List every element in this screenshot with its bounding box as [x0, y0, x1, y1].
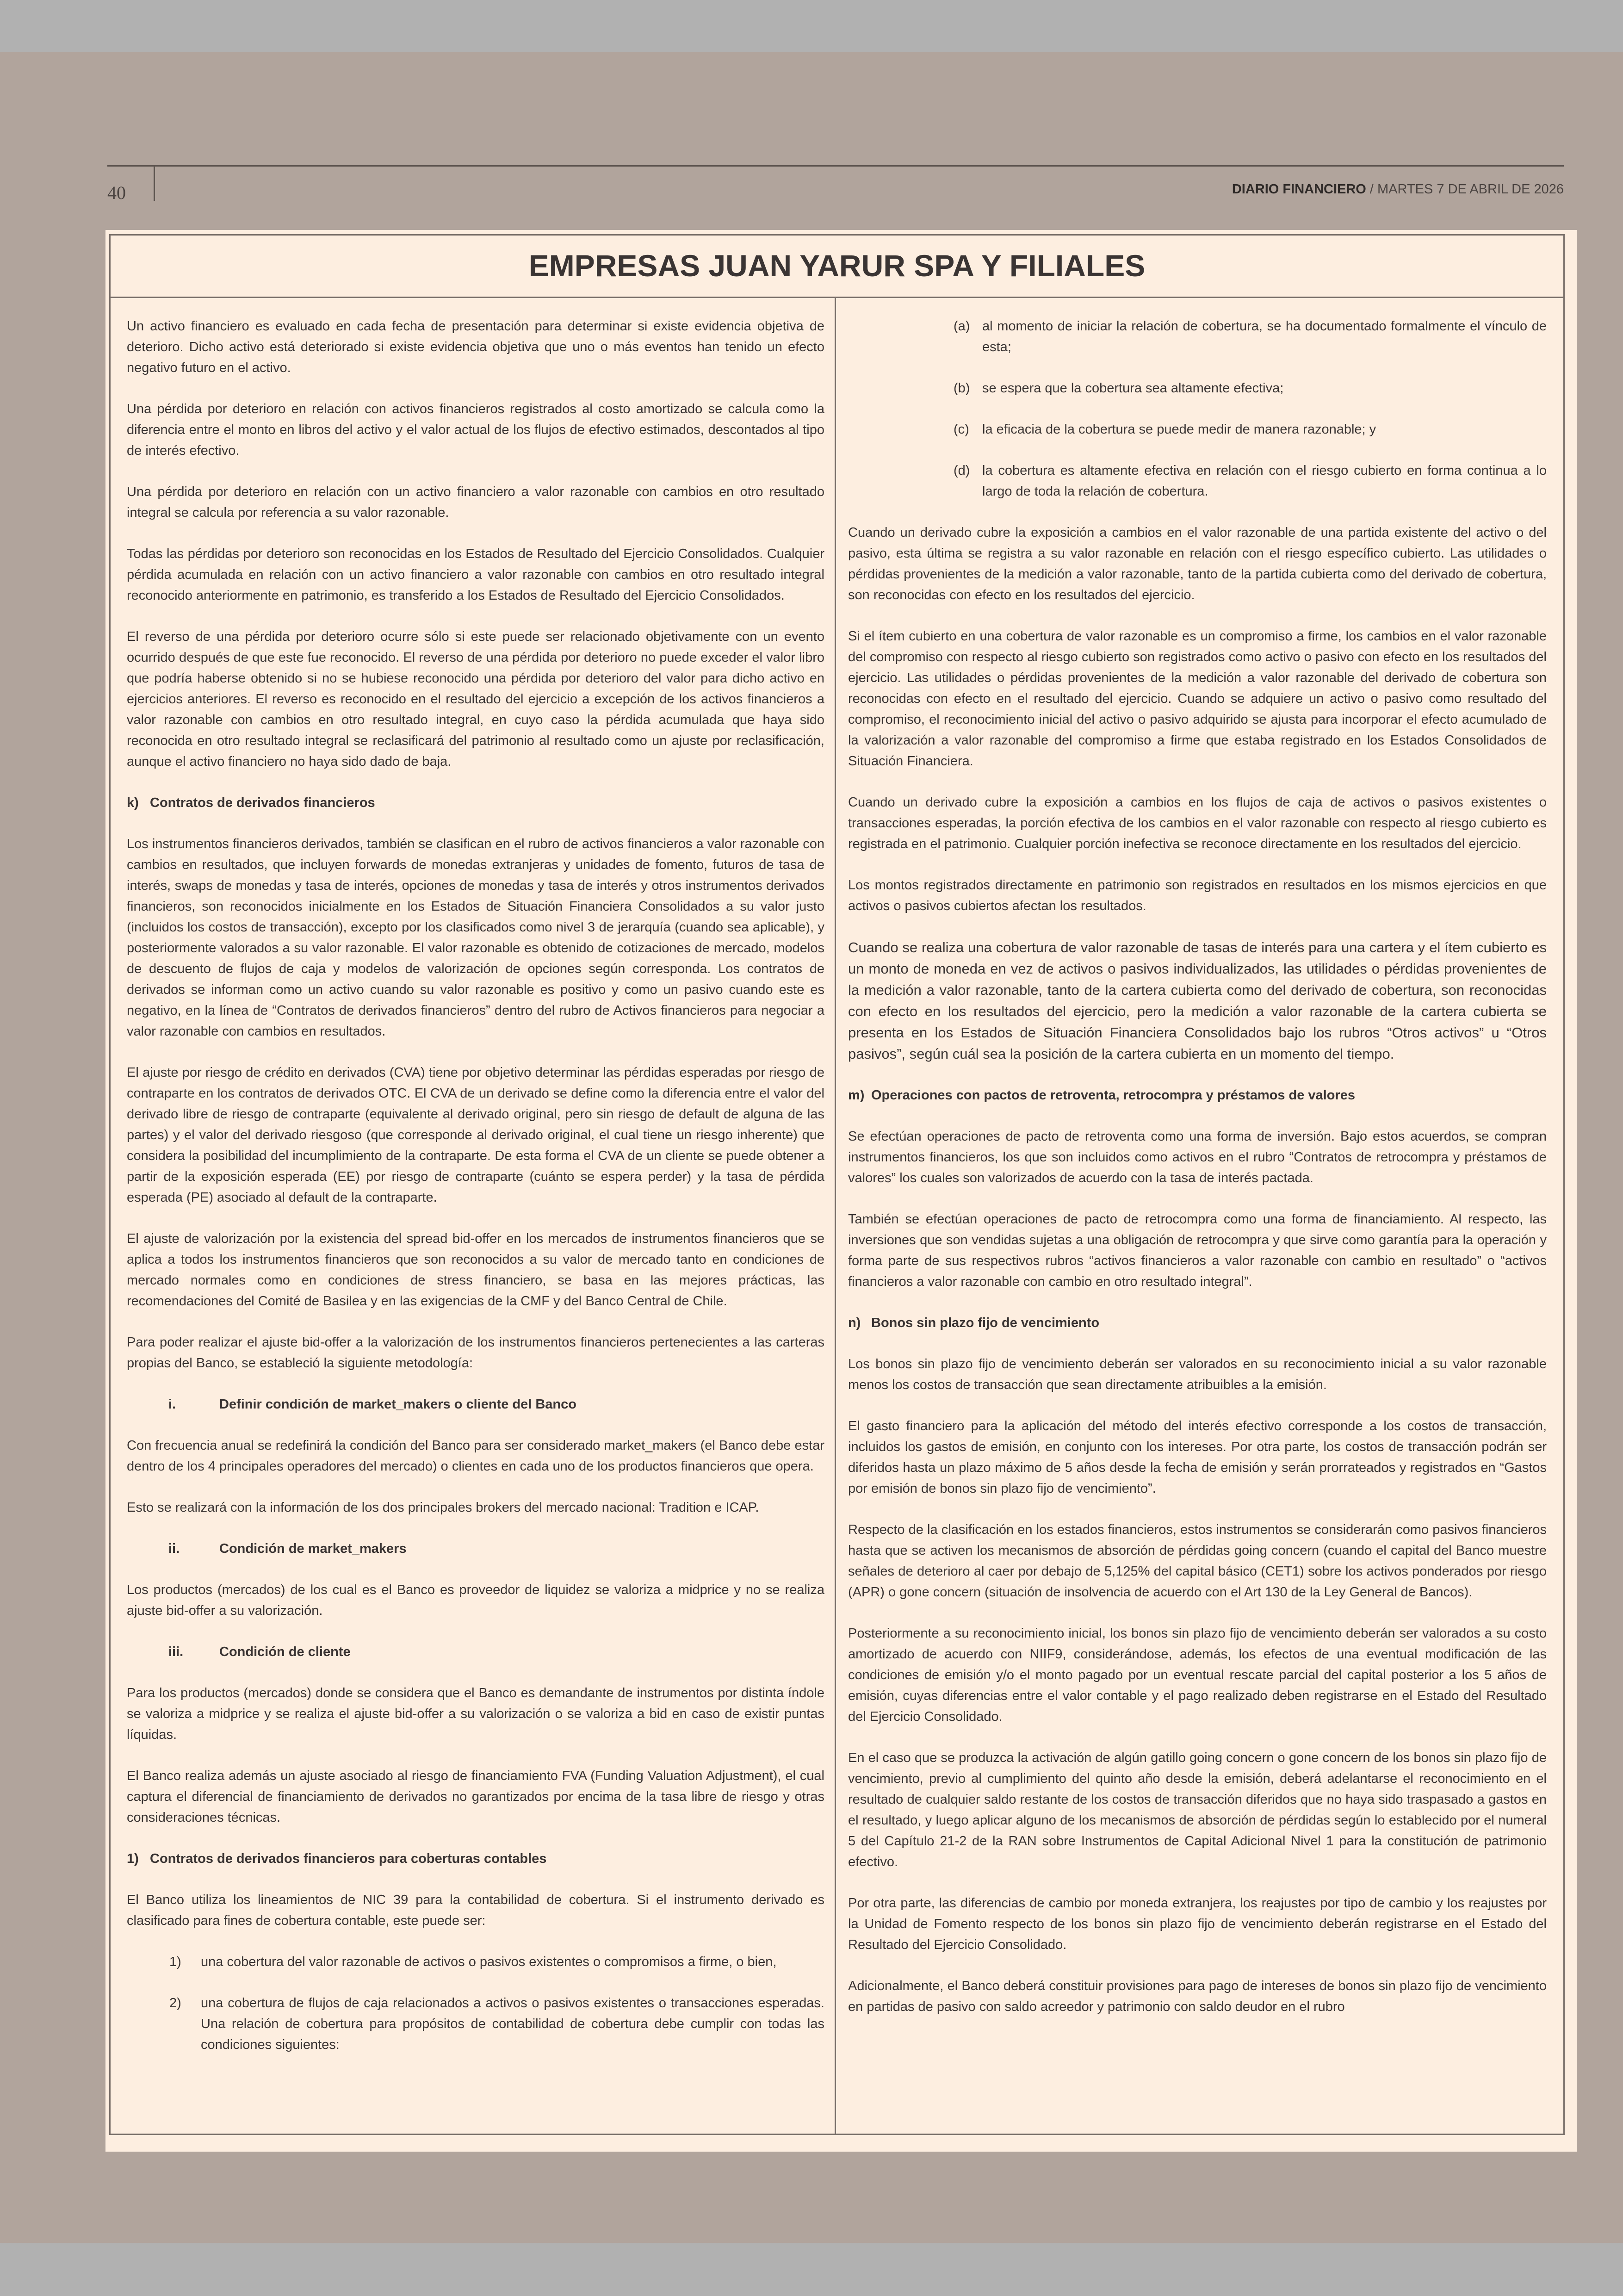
section-heading-n: [848, 1313, 1547, 1334]
header-rule: [107, 165, 1564, 167]
condition-letter: (c): [954, 422, 969, 437]
condition-text: se espera que la cobertura sea altamente efectiva;: [982, 381, 1284, 396]
heading-text: Bonos sin plazo fijo de vencimiento: [871, 1316, 1100, 1330]
list-item-number: 2): [169, 1996, 181, 2011]
paragraph: Cuando un derivado cubre la exposición a cambios en los flujos de caja de activos o pasivos existentes o transacciones esperadas, la porción efectiva de los cambios en el valor razonable con respecto al riesgo cubierto es registrada en el patrimonio. Cualquier porción inefectiva se reconoce directamente en los resultados del ejercicio.: [848, 795, 1547, 851]
condition-item: [848, 419, 1547, 440]
page-number-divider: [154, 166, 155, 201]
paragraph: Con frecuencia anual se redefinirá la condición del Banco para ser considerado market_makers (el Banco debe estar dentro de los 4 principales operadores del mercado) o clientes en cada uno de los productos financieros que opera.: [127, 1438, 824, 1474]
masthead: [1232, 182, 1564, 197]
paragraph: Para poder realizar el ajuste bid-offer a la valorización de los instrumentos financieros pertenecientes a las carteras propias del Banco, se estableció la siguiente metodología:: [127, 1335, 824, 1371]
list-item: [127, 1952, 824, 1973]
condition-letter: (d): [954, 463, 970, 478]
condition-letter: (a): [954, 319, 970, 334]
list-item-text: una cobertura del valor razonable de activos o pasivos existentes o compromisos a firme, o bien,: [201, 1955, 777, 1969]
heading-number: n): [848, 1316, 861, 1330]
subheading-text: Condición de market_makers: [219, 1541, 407, 1556]
paragraph: Los montos registrados directamente en patrimonio son registrados en resultados en los mismos ejercicios en que activos o pasivos cubiertos afectan los resultados.: [848, 878, 1547, 913]
heading-number: 1): [127, 1851, 139, 1866]
subheading-number: ii.: [168, 1541, 180, 1556]
paragraph: Los productos (mercados) de los cual es el Banco es proveedor de liquidez se valoriza a midprice y no se realiza ajuste bid-offer a su valorización.: [127, 1582, 824, 1618]
paragraph: Se efectúan operaciones de pacto de retroventa como una forma de inversión. Bajo estos acuerdos, se compran instrumentos financieros, los que son incluidos como activos en el rubro “Contratos de retrocompra y préstamos de valores” los cuales son valorizados de acuerdo con la tasa de interés pactada.: [848, 1129, 1547, 1185]
paragraph: Posteriormente a su reconocimiento inicial, los bonos sin plazo fijo de vencimiento deberán ser valorados a su costo amortizado de acuerdo con NIIF9, considerándose, además, los efectos de una eventual modificación de las condiciones de emisión y/o el monto pagado por un eventual rescate parcial del capital posterior a los 5 años de emisión, cuyas diferencias entre el valor contable y el pago realizado deben registrarse en el Estado del Resultado del Ejercicio Consolidado.: [848, 1626, 1547, 1724]
title-box: [109, 234, 1565, 298]
paragraph: El ajuste por riesgo de crédito en derivados (CVA) tiene por objetivo determinar las pérdidas esperadas por riesgo de contraparte en los contratos de derivados OTC. El CVA de un derivado se define como la diferencia entre el valor del derivado libre de riesgo de contraparte (equivalente al derivado original, pero sin riesgo de default de alguna de las partes) y el valor del derivado riesgoso (que corresponde al derivado original, el cual tiene un riesgo inherente) que considera la posibilidad del incumplimiento de la contraparte. De esta forma el CVA de un cliente se puede obtener a partir de la exposición esperada (EE) por riesgo de contraparte (cuánto se espera perder) y la tasa de pérdida esperada (PE) asociado al default de la contraparte.: [127, 1065, 824, 1205]
page-title: EMPRESAS JUAN YARUR SPA Y FILIALES: [528, 248, 1146, 283]
paragraph: Esto se realizará con la información de los dos principales brokers del mercado nacional: Tradition e ICAP.: [127, 1500, 759, 1515]
condition-text: al momento de iniciar la relación de cobertura, se ha documentado formalmente el vínculo de esta;: [982, 319, 1547, 354]
list-item-text: una cobertura de flujos de caja relacionados a activos o pasivos existentes o transacciones esperadas. Una relación de cobertura para propósitos de contabilidad de cobertura debe cumplir con todas las condiciones siguientes:: [201, 1996, 824, 2052]
section-heading-l: [127, 1849, 824, 1869]
paragraph: En el caso que se produzca la activación de algún gatillo going concern o gone concern de los bonos sin plazo fijo de vencimiento, previo al cumplimiento del quinto año desde la emisión, deberá adelantarse el reconocimiento en el resultado de cualquier saldo restante de los costos de transacción diferidos que no haya sido traspasado a gastos en el resultado, y luego aplicar alguno de los mecanismos de absorción de pérdidas según lo establecido por el numeral 5 del Capítulo 21-2 de la RAN sobre Instrumentos de Capital Adicional Nivel 1 para la constitución de patrimonio efectivo.: [848, 1750, 1547, 1869]
publication-name: DIARIO FINANCIERO: [1232, 182, 1366, 197]
paragraph: Todas las pérdidas por deterioro son reconocidas en los Estados de Resultado del Ejercicio Consolidados. Cualquier pérdida acumulada en relación con un activo financiero a valor razonable con cambios en otro resultado integral reconocido anteriormente en patrimonio, es transferido a los Estados de Resultado del Ejercicio Consolidados.: [127, 546, 824, 603]
paragraph: El reverso de una pérdida por deterioro ocurre sólo si este puede ser relacionado objetivamente con un evento ocurrido después de que este fue reconocido. El reverso de una pérdida por deterioro no puede exceder el valor libro que podría haberse obtenido si no se hubiese reconocido una pérdida por deterioro del valor para dicho activo en ejercicios anteriores. El reverso es reconocido en el resultado del ejercicio a excepción de los activos financieros a valor razonable con cambios en otro resultado integral, en cuyo caso la pérdida acumulada que haya sido reconocida en otro resultado integral se reclasificará del patrimonio al resultado como un ajuste por reclasificación, aunque el activo financiero no haya sido dado de baja.: [127, 629, 824, 769]
subheading-text: Condición de cliente: [219, 1644, 351, 1659]
paragraph: Un activo financiero es evaluado en cada fecha de presentación para determinar si existe evidencia objetiva de deterioro. Dicho activo está deteriorado si existe evidencia objetiva que uno o más eventos han tenido un efecto negativo futuro en el activo.: [127, 319, 824, 375]
list-item: [127, 1993, 824, 2055]
paragraph: Si el ítem cubierto en una cobertura de valor razonable es un compromiso a firme, los cambios en el valor razonable del compromiso con respecto al riesgo cubierto son registrados como activo o pasivo con efecto en los resultados del ejercicio. Las utilidades o pérdidas provenientes de la medición a valor razonable del derivado de cobertura son reconocidas con efecto en el resultado del ejercicio. Cuando se adquiere un activo o pasivo como resultado del compromiso, el reconocimiento inicial del activo o pasivo adquirido se ajusta para incorporar el efecto acumulado de la valorización a valor razonable del compromiso a firme que estaba registrado en los Estados Consolidados de Situación Financiera.: [848, 629, 1547, 769]
heading-number: k): [127, 795, 139, 810]
page-number: 40: [107, 182, 126, 203]
column-divider: [835, 298, 836, 2135]
subheading-number: iii.: [168, 1644, 184, 1659]
paragraph: Los bonos sin plazo fijo de vencimiento deberán ser valorados en su reconocimiento inicial a su valor razonable menos los costos de transacción que sean directamente atribuibles a la emisión.: [848, 1357, 1547, 1392]
section-heading-m: [848, 1085, 1547, 1106]
section-heading-k: [127, 793, 824, 813]
paragraph: También se efectúan operaciones de pacto de retrocompra como una forma de financiamiento. Al respecto, las inversiones que son vendidas sujetas a una obligación de retrocompra y que sirve como garantía para la operación y forma parte de sus respectivos rubros “activos financieros a valor razonable con cambio en resultado” o “activos financieros a valor razonable con cambio en otro resultado integral”.: [848, 1212, 1547, 1289]
paragraph: El Banco realiza además un ajuste asociado al riesgo de financiamiento FVA (Funding Valuation Adjustment), el cual captura el diferencial de financiamiento de derivados no garantizados por encima de la tasa libre de riesgo y otras consideraciones técnicas.: [127, 1769, 824, 1825]
condition-text: la eficacia de la cobertura se puede medir de manera razonable; y: [982, 422, 1376, 437]
paragraph: Cuando se realiza una cobertura de valor razonable de tasas de interés para una cartera y el ítem cubierto es un monto de moneda en vez de activos o pasivos individualizados, las utilidades o pérdidas provenientes de la medición a valor razonable, tanto de la cartera cubierta como del derivado de cobertura, son reconocidas con efecto en los resultados del ejercicio, pero la medición a valor razonable de la cartera cubierta se presenta en los Estados de Situación Financiera Consolidados bajo los rubros “Otros activos” u “Otros pasivos”, según cuál sea la posición de la cartera cubierta en un momento del tiempo.: [848, 939, 1547, 1062]
condition-item: [848, 460, 1547, 502]
paragraph: Una pérdida por deterioro en relación con un activo financiero a valor razonable con cambios en otro resultado integral se calcula por referencia a su valor razonable.: [127, 484, 824, 520]
list-item-number: 1): [169, 1955, 181, 1969]
condition-text: la cobertura es altamente efectiva en relación con el riesgo cubierto en forma continua a lo largo de toda la relación de cobertura.: [982, 463, 1547, 499]
paragraph: Por otra parte, las diferencias de cambio por moneda extranjera, los reajustes por tipo de cambio y los reajustes por la Unidad de Fomento respecto de los bonos sin plazo fijo de vencimiento deberán registrarse en el Estado del Resultado del Ejercicio Consolidado.: [848, 1896, 1547, 1952]
paragraph: Una pérdida por deterioro en relación con activos financieros registrados al costo amortizado se calcula como la diferencia entre el monto en libros del activo y el valor actual de los flujos de efectivo estimados, descontados al tipo de interés efectivo.: [127, 402, 824, 458]
paragraph: Adicionalmente, el Banco deberá constituir provisiones para pago de intereses de bonos sin plazo fijo de vencimiento en partidas de pasivo con saldo acreedor y patrimonio con saldo deudor en el rubro: [848, 1979, 1547, 2014]
paragraph: Cuando un derivado cubre la exposición a cambios en el valor razonable de una partida existente del activo o del pasivo, esta última se registra a su valor razonable en relación con el riesgo específico cubierto. Las utilidades o pérdidas provenientes de la medición a valor razonable, tanto de la partida cubierta como del derivado de cobertura, son reconocidas con efecto en los resultados del ejercicio.: [848, 525, 1547, 602]
paragraph: Los instrumentos financieros derivados, también se clasifican en el rubro de activos financieros a valor razonable con cambios en resultados, que incluyen forwards de monedas extranjeras y unidades de fomento, futuros de tasa de interés, swaps de monedas y tasa de interés, opciones de monedas y tasa de interés y otros instrumentos derivados financieros, son reconocidos inicialmente en los Estados de Situación Financiera Consolidados a su valor justo (incluidos los costos de transacción), excepto por los clasificados como nivel 3 de jerarquía (cuando sea aplicable), y posteriormente valorados a su valor razonable. El valor razonable es obtenido de cotizaciones de mercado, modelos de descuento de flujos de caja y modelos de valorización de opciones según corresponda. Los contratos de derivados se informan como un activo cuando su valor razonable es positivo y como un pasivo cuando este es negativo, en la línea de “Contratos de derivados financieros” dentro del rubro de Activos financieros para negociar a valor razonable con cambios en resultados.: [127, 837, 824, 1039]
subheading-i: [127, 1394, 824, 1415]
paragraph: El ajuste de valorización por la existencia del spread bid-offer en los mercados de instrumentos financieros que se aplica a todos los instrumentos financieros que son reconocidos a su valor de mercado tanto en condiciones de mercado normales como en condiciones de stress financiero, se basa en las mejores prácticas, las recomendaciones del Comité de Basilea y en las exigencias de la CMF y del Banco Central de Chile.: [127, 1231, 824, 1309]
condition-letter: (b): [954, 381, 970, 396]
paragraph: Respecto de la clasificación en los estados financieros, estos instrumentos se considerarán como pasivos financieros hasta que se activen los mecanismos de absorción de pérdidas going concern (cuando el capital del Banco muestre señales de deterioro al caer por debajo de 5,125% del capital básico (CET1) sobre los activos ponderados por riesgo (APR) o gone concern (situación de insolvencia de acuerdo con el Art 130 de la Ley General de Bancos).: [848, 1522, 1547, 1600]
paragraph: El gasto financiero para la aplicación del método del interés efectivo corresponde a los costos de transacción, incluidos los gastos de emisión, en conjunto con los intereses. Por otra parte, los costos de transacción podrán ser diferidos hasta un plazo máximo de 5 años desde la fecha de emisión y serán prorrateados y registrados en “Gastos por emisión de bonos sin plazo fijo de vencimiento”.: [848, 1419, 1547, 1496]
right-column: [848, 316, 1547, 2038]
subheading-number: i.: [168, 1397, 176, 1412]
left-column: [127, 316, 824, 2076]
condition-item: [848, 378, 1547, 399]
subheading-text: Definir condición de market_makers o cliente del Banco: [219, 1397, 576, 1412]
heading-text: Operaciones con pactos de retroventa, retrocompra y préstamos de valores: [871, 1088, 1355, 1103]
subheading-iii: [127, 1642, 824, 1663]
heading-text: Contratos de derivados financieros: [150, 795, 375, 810]
heading-number: m): [848, 1088, 865, 1103]
paragraph: Para los productos (mercados) donde se considera que el Banco es demandante de instrumentos por distinta índole se valoriza a midprice y se realiza el ajuste bid-offer a su valorización o se valoriza a bid en caso de existir puntas líquidas.: [127, 1686, 824, 1742]
paragraph: El Banco utiliza los lineamientos de NIC 39 para la contabilidad de cobertura. Si el instrumento derivado es clasificado para fines de cobertura contable, este puede ser:: [127, 1893, 824, 1928]
condition-item: [848, 316, 1547, 358]
publication-date: / MARTES 7 DE ABRIL DE 2026: [1366, 182, 1564, 197]
subheading-ii: [127, 1539, 824, 1559]
heading-text: Contratos de derivados financieros para coberturas contables: [150, 1851, 547, 1866]
